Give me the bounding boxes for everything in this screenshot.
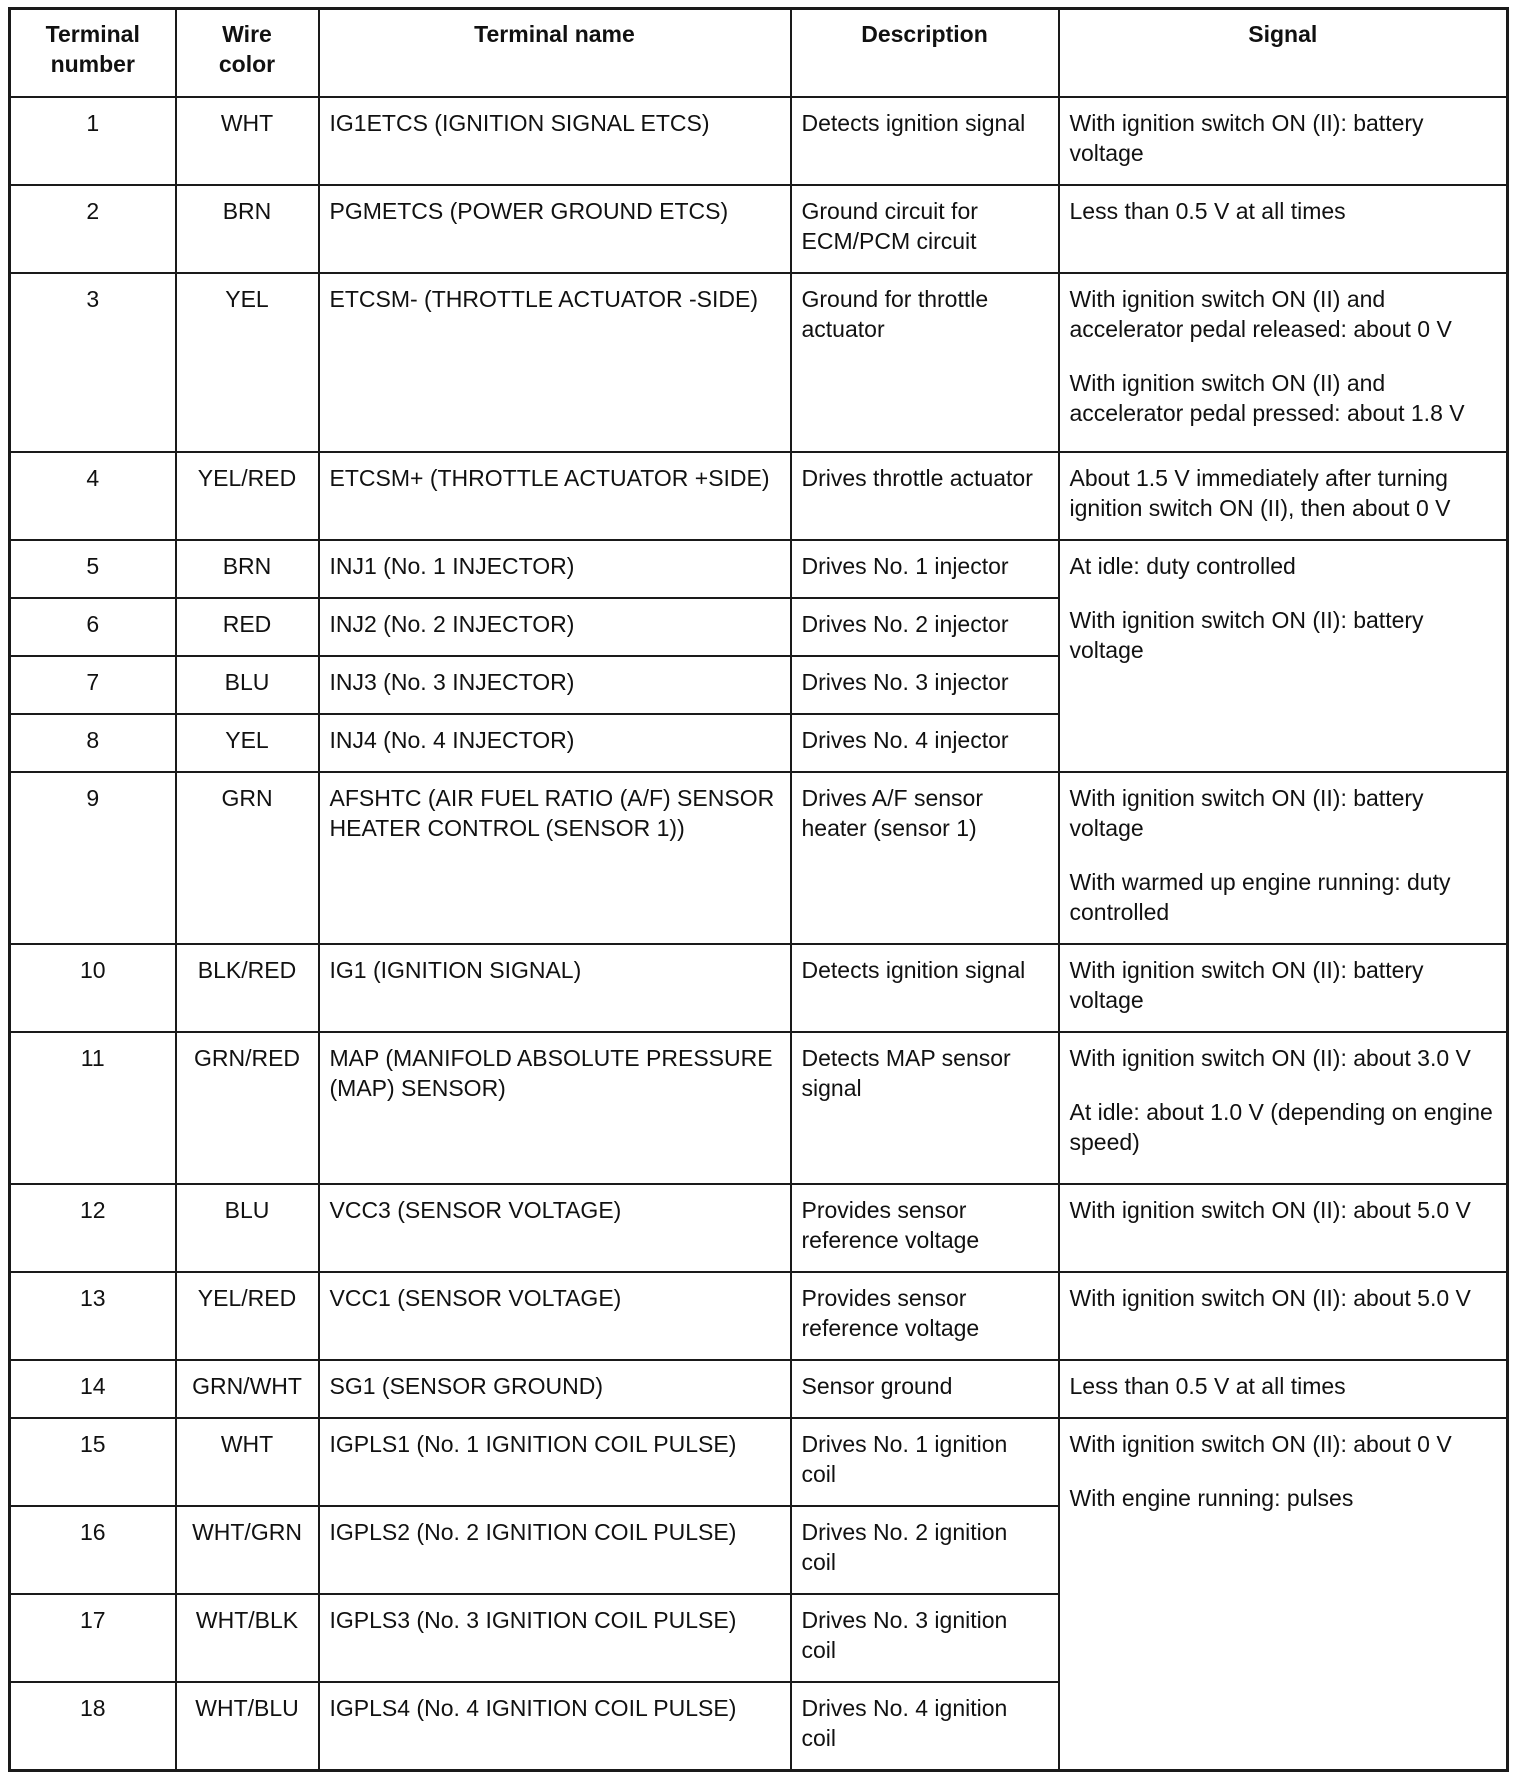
wire-color: YEL/RED xyxy=(176,452,319,540)
table-row xyxy=(10,452,1508,540)
description: Drives A/F sensor heater (sensor 1) xyxy=(791,772,1059,944)
header-wire-color: Wire color xyxy=(176,9,319,98)
header-terminal-name: Terminal name xyxy=(319,9,791,98)
wire-color: WHT/GRN xyxy=(176,1506,319,1594)
table-row xyxy=(10,772,1508,944)
description: Drives No. 4 ignition coil xyxy=(791,1682,1059,1771)
table-body xyxy=(10,97,1508,1771)
description: Provides sensor reference voltage xyxy=(791,1272,1059,1360)
terminal-name: SG1 (SENSOR GROUND) xyxy=(319,1360,791,1418)
wire-color: GRN xyxy=(176,772,319,944)
description: Drives No. 1 ignition coil xyxy=(791,1418,1059,1506)
table-row xyxy=(10,944,1508,1032)
terminal-name: PGMETCS (POWER GROUND ETCS) xyxy=(319,185,791,273)
description: Detects ignition signal xyxy=(791,97,1059,185)
terminal-number: 14 xyxy=(10,1360,176,1418)
signal: With ignition switch ON (II): about 3.0 V At idle: about 1.0 V (depending on engine speed) xyxy=(1059,1032,1508,1184)
terminal-number: 2 xyxy=(10,185,176,273)
terminal-name: VCC3 (SENSOR VOLTAGE) xyxy=(319,1184,791,1272)
wire-color: YEL xyxy=(176,714,319,772)
table-header xyxy=(10,9,1508,98)
description: Detects MAP sensor signal xyxy=(791,1032,1059,1184)
signal: With ignition switch ON (II): battery voltage xyxy=(1059,97,1508,185)
wire-color: BRN xyxy=(176,540,319,598)
wire-color: BLK/RED xyxy=(176,944,319,1032)
terminal-name: ETCSM+ (THROTTLE ACTUATOR +SIDE) xyxy=(319,452,791,540)
terminal-number: 15 xyxy=(10,1418,176,1506)
terminal-name: INJ3 (No. 3 INJECTOR) xyxy=(319,656,791,714)
header-signal: Signal xyxy=(1059,9,1508,98)
signal: Less than 0.5 V at all times xyxy=(1059,185,1508,273)
description: Sensor ground xyxy=(791,1360,1059,1418)
terminal-number: 6 xyxy=(10,598,176,656)
header-row xyxy=(10,9,1508,98)
terminal-name: ETCSM- (THROTTLE ACTUATOR -SIDE) xyxy=(319,273,791,452)
terminal-table xyxy=(8,7,1509,1772)
terminal-name: IGPLS3 (No. 3 IGNITION COIL PULSE) xyxy=(319,1594,791,1682)
signal: With ignition switch ON (II): about 0 V With engine running: pulses xyxy=(1059,1418,1508,1771)
table-row xyxy=(10,185,1508,273)
terminal-number: 8 xyxy=(10,714,176,772)
table-row xyxy=(10,273,1508,452)
terminal-name: INJ2 (No. 2 INJECTOR) xyxy=(319,598,791,656)
description: Drives No. 2 injector xyxy=(791,598,1059,656)
terminal-name: MAP (MANIFOLD ABSOLUTE PRESSURE (MAP) SENSOR) xyxy=(319,1032,791,1184)
wire-color: BRN xyxy=(176,185,319,273)
table-row xyxy=(10,1184,1508,1272)
terminal-number: 10 xyxy=(10,944,176,1032)
wire-color: GRN/RED xyxy=(176,1032,319,1184)
terminal-number: 7 xyxy=(10,656,176,714)
terminal-number: 1 xyxy=(10,97,176,185)
terminal-name: AFSHTC (AIR FUEL RATIO (A/F) SENSOR HEATER CONTROL (SENSOR 1)) xyxy=(319,772,791,944)
table-row xyxy=(10,1272,1508,1360)
header-description: Description xyxy=(791,9,1059,98)
terminal-number: 3 xyxy=(10,273,176,452)
signal: Less than 0.5 V at all times xyxy=(1059,1360,1508,1418)
signal: At idle: duty controlled With ignition switch ON (II): battery voltage xyxy=(1059,540,1508,772)
signal: With ignition switch ON (II) and accelerator pedal released: about 0 V With ignition switch ON (II) and accelerator pedal pressed: about 1.8 V xyxy=(1059,273,1508,452)
terminal-number: 9 xyxy=(10,772,176,944)
table-row xyxy=(10,97,1508,185)
wire-color: WHT/BLU xyxy=(176,1682,319,1771)
description: Ground for throttle actuator xyxy=(791,273,1059,452)
terminal-number: 13 xyxy=(10,1272,176,1360)
description: Drives No. 2 ignition coil xyxy=(791,1506,1059,1594)
table-row xyxy=(10,1418,1508,1506)
signal: With ignition switch ON (II): battery voltage xyxy=(1059,944,1508,1032)
wire-color: YEL/RED xyxy=(176,1272,319,1360)
signal: With ignition switch ON (II): battery voltage With warmed up engine running: duty controlled xyxy=(1059,772,1508,944)
wire-color: BLU xyxy=(176,1184,319,1272)
terminal-number: 5 xyxy=(10,540,176,598)
terminal-name: VCC1 (SENSOR VOLTAGE) xyxy=(319,1272,791,1360)
terminal-number: 17 xyxy=(10,1594,176,1682)
signal: About 1.5 V immediately after turning ignition switch ON (II), then about 0 V xyxy=(1059,452,1508,540)
terminal-name: IGPLS1 (No. 1 IGNITION COIL PULSE) xyxy=(319,1418,791,1506)
description: Drives No. 3 injector xyxy=(791,656,1059,714)
terminal-name: IG1 (IGNITION SIGNAL) xyxy=(319,944,791,1032)
description: Ground circuit for ECM/PCM circuit xyxy=(791,185,1059,273)
terminal-name: INJ1 (No. 1 INJECTOR) xyxy=(319,540,791,598)
terminal-number: 16 xyxy=(10,1506,176,1594)
header-terminal-number: Terminal number xyxy=(10,9,176,98)
wire-color: WHT/BLK xyxy=(176,1594,319,1682)
description: Provides sensor reference voltage xyxy=(791,1184,1059,1272)
table-row xyxy=(10,1360,1508,1418)
wire-color: BLU xyxy=(176,656,319,714)
description: Drives No. 1 injector xyxy=(791,540,1059,598)
table-row xyxy=(10,540,1508,598)
wire-color: WHT xyxy=(176,97,319,185)
terminal-name: IGPLS4 (No. 4 IGNITION COIL PULSE) xyxy=(319,1682,791,1771)
terminal-name: IGPLS2 (No. 2 IGNITION COIL PULSE) xyxy=(319,1506,791,1594)
wire-color: GRN/WHT xyxy=(176,1360,319,1418)
description: Detects ignition signal xyxy=(791,944,1059,1032)
description: Drives No. 4 injector xyxy=(791,714,1059,772)
terminal-number: 4 xyxy=(10,452,176,540)
terminal-number: 12 xyxy=(10,1184,176,1272)
wire-color: RED xyxy=(176,598,319,656)
terminal-number: 18 xyxy=(10,1682,176,1771)
terminal-name: INJ4 (No. 4 INJECTOR) xyxy=(319,714,791,772)
description: Drives throttle actuator xyxy=(791,452,1059,540)
wire-color: WHT xyxy=(176,1418,319,1506)
signal: With ignition switch ON (II): about 5.0 V xyxy=(1059,1184,1508,1272)
wire-color: YEL xyxy=(176,273,319,452)
terminal-number: 11 xyxy=(10,1032,176,1184)
terminal-name: IG1ETCS (IGNITION SIGNAL ETCS) xyxy=(319,97,791,185)
description: Drives No. 3 ignition coil xyxy=(791,1594,1059,1682)
signal: With ignition switch ON (II): about 5.0 V xyxy=(1059,1272,1508,1360)
table-row xyxy=(10,1032,1508,1184)
